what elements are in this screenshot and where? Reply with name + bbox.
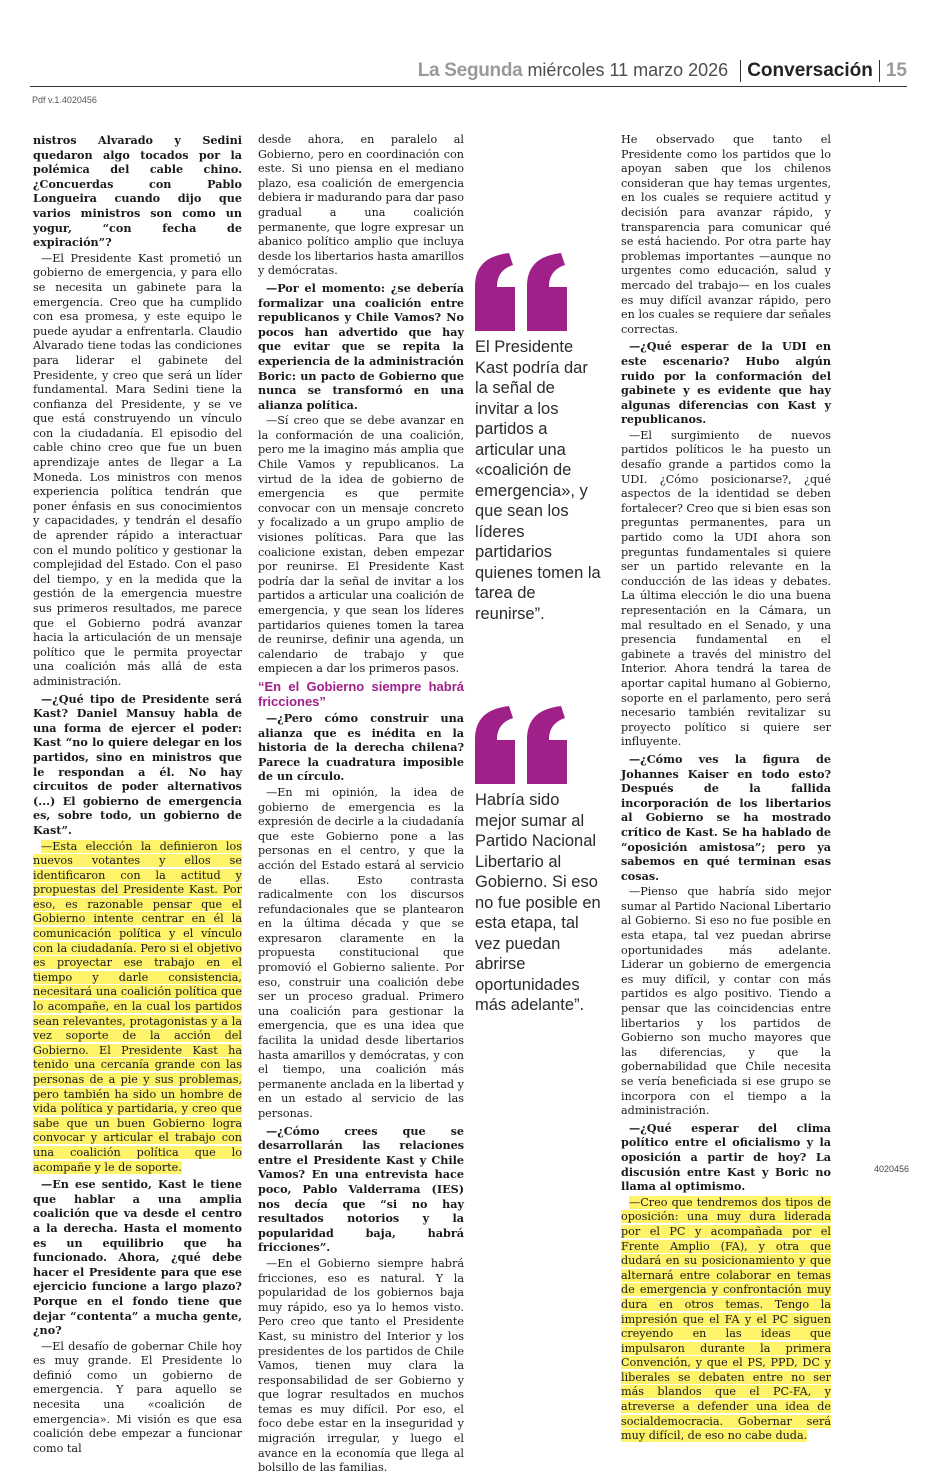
interview-question: —Por el momento: ¿se debería formalizar una coalición entre republicanos y Chile Vamos? No pocos han advertido que hay que evitar que se repita la experiencia de la administración Boric: un pacto de Gobierno que nunca se transformó en una alianza política. xyxy=(258,280,464,412)
section-name: Conversación xyxy=(747,60,873,81)
highlighted-text: —Creo que tendremos dos tipos de oposición: una muy dura liderada por el PC y acompañada por el Frente Amplio (FA), y otra que dudará en su posicionamiento y que alternará entre colaborar en temas de emergencia y confrontación muy dura en otros temas. Tengo la impresión que el FA y el PC siguen creyendo en las ideas que impulsaron durante la primera Convención, y que el PS, PPD, DC y liberales se debaten entre no ser más blandos que el PC-FA, y atreverse a defender una idea de socialdemocracia. Gobernar será muy difícil, de eso no cabe duda. xyxy=(621,1195,831,1443)
section-subhead: “En el Gobierno siempre habrá fricciones” xyxy=(258,678,464,709)
highlighted-text: —Esta elección la definieron los nuevos votantes y ellos se identificaron con la actitud y propuestas del Presidente Kast. Por eso, es razonable pensar que el Gobierno intente centrar en él la comunicación política y el vínculo con la ciudadanía. Pero si el objetivo es proyectar ese trabajo en el tiempo y darle consistencia, necesitará una coalición política que lo acompañe, en la cual los partidos sean relevantes, protagonistas y a la vez soporte de la acción del Gobierno. El Presidente Kast ha tenido una cercanía grande con las personas de a pie y sus problemas, pero también ha sido un hombre de vida política y partidaria, y creo que sabe que un buen Gobierno logra convocar y articular el trabajo con una coalición política que lo acompañe y le de soporte. xyxy=(33,839,242,1174)
header-divider xyxy=(879,60,880,82)
interview-answer: desde ahora, en paralelo al Gobierno, pero en coordinación con este. Si uno piensa en el mediano plazo, esa coalición de emergencia debiera ir madurando para dar paso gradual a una coalición permanente, que logre expresar un abanico político amplio que incluya desde los libertarios hasta amarillos y demócratas. xyxy=(258,133,464,278)
interview-answer: —En mi opinión, la idea de gobierno de emergencia es la expresión de decirle a la ciudadanía que este Gobierno pone a las personas en el centro, y que la acción del Estado estará al servicio de ellas. Esto contrasta radicalmente con los discursos refundacionales que se plantearon en la última década y que se expresaron claramente en la propuesta constitucional que promovió el Gobierno saliente. Por eso, construir una coalición debe ser un proceso gradual. Primero una coalición para gestionar la emergencia, que es una idea que facilita la unidad desde libertarios hasta amarillos y demócratas, y con el tiempo, una coalición más permanente anclada en la libertad y en un estado al servicio de las personas. xyxy=(258,785,464,1120)
interview-question: —¿Cómo ves la figura de Johannes Kaiser en todo esto? Después de la fallida incorporación de los libertarios al Gobierno se ha mostrado crítico de Kast. Se ha hablado de “oposición amistosa”; pero ya sabemos en qué terminan esas cosas. xyxy=(621,751,831,883)
header-bar xyxy=(418,60,907,82)
article-column-3 xyxy=(621,133,831,1446)
interview-answer: —El surgimiento de nuevos partidos políticos le ha puesto un desafío grande a partidos como la UDI. ¿Cómo posicionarse?, ¿qué aspectos de la identidad se deben fortalecer? Creo que si bien esas son preguntas permanentes, para un partido como la UDI ahora son preguntas fundamentales si quiere ser un partido relevante en la conducción de las ideas y debates. La última elección le dio una buena representación en la Cámara, un mal resultado en el Senado, y una presencia fundamental en el gabinete a través del ministro del Interior. Ahora tendrá la tarea de aportar capital humano al Gobierno, soporte en el parlamento, pero será necesario también revitalizar su proyecto político si quiere ser influyente. xyxy=(621,428,831,749)
interview-answer: —Pienso que habría sido mejor sumar al Partido Nacional Libertario al Gobierno. Si eso no fue posible en esta etapa, tal vez puedan abrirse oportunidades más adelante. Liderar un gobierno de emergencia es muy difícil, y contar con más partidos es algo positivo. Tiendo a pensar que las coincidencias entre libertarios y los partidos de Gobierno son mucho mayores que las diferencias, y que la gobernabilidad que Chile necesita se vería beneficiada si ese grupo se incorpora con el tiempo a la administración. xyxy=(621,885,831,1118)
pull-quote-text: El Presidente Kast podría dar la señal de invitar a los partidos a articular una «coalición de emergencia», y que sean los líderes partidarios quienes tomen la tarea de reunirse”. xyxy=(475,338,601,623)
interview-answer: —El desafío de gobernar Chile hoy es muy grande. El Presidente lo definió como un gobierno de emergencia. Y para aquello se necesita una «coalición de emergencia». Mi visión es que esa coalición debe empezar a funcionar como tal xyxy=(33,1339,242,1455)
interview-answer xyxy=(33,840,242,1176)
pull-quote xyxy=(475,253,603,624)
interview-question: —En ese sentido, Kast le tiene que hablar a una amplia coalición que va desde el centro a la derecha. Hasta el momento es un equilibrio que ha funcionado. Ahora, ¿qué debe hacer el Presidente para que ese ejercicio funcione a largo plazo? Porque en el fondo tiene que dejar “contenta” a mucha gente, ¿no? xyxy=(33,1177,242,1338)
interview-question: —¿Qué tipo de Presidente será Kast? Daniel Mansuy habla de una forma de ejercer el poder: Kast “no lo quiere delegar en los partidos, sino en ministros que le respondan a él. No hay circuitos de poder alternativos (...) El gobierno de emergencia es, sobre todo, un gobierno de Kast”. xyxy=(33,691,242,837)
interview-question: —¿Qué esperar de la UDI en este escenario? Hubo algún ruido por la conformación del gabinete y es evidente que hay algunas diferencias con Kast y republicanos. xyxy=(621,339,831,427)
interview-question: —¿Pero cómo construir una alianza que es inédita en la historia de la derecha chilena? Parece la cuadratura imposible de un círculo. xyxy=(258,710,464,784)
interview-answer: —Sí creo que se debe avanzar en la conformación de una coalición, pero me la imagino más amplia que Chile Vamos y republicanos. La virtud de la idea de gobierno de emergencia es que permite convocar con un mensaje concreto y focalizado a un grupo amplio de visiones políticas. Para que las coalicione existan, deben empezar por reunirse. El Presidente Kast podría dar la señal de invitar a los partidos a articular una coalición de emergencia, y que sean los líderes partidarios quienes tomen la tarea de reunirse, definir una agenda, un calendario de trabajo y que empiecen a dar los primeros pasos. xyxy=(258,414,464,676)
pull-quote-text: Habría sido mejor sumar al Partido Nacional Libertario al Gobierno. Si eso no fue posible en esta etapa, tal vez puedan abrirse oportunidades más adelante”. xyxy=(475,791,601,1014)
quote-marks-icon xyxy=(475,706,569,784)
page-header xyxy=(30,52,907,87)
pull-quote xyxy=(475,706,603,1016)
interview-answer: He observado que tanto el Presidente como los partidos que lo apoyan saben que los chilenos consideran que hay temas urgentes, en los cuales se requiere actitud y decisión para avanzar rápido, y transparencia para comunicar qué se está haciendo. Por otra parte hay problemas importantes —aunque no urgentes como educación, salud y mercado del trabajo— en los cuales es muy difícil avanzar rápido, pero en los cuales se requiere dar señales correctas. xyxy=(621,133,831,336)
interview-question: —¿Cómo crees que se desarrollarán las relaciones entre el Presidente Kast y Chile Vamos? En una entrevista hace poco, Pablo Valderrama (IES) nos decía que “si no hay resultados notorios y la popularidad baja, habrá fricciones”. xyxy=(258,1123,464,1255)
article-column-1 xyxy=(33,133,242,1458)
interview-answer xyxy=(621,1196,831,1444)
interview-answer: —En el Gobierno siempre habrá fricciones, eso es natural. Y la popularidad de los gobiernos baja muy rápido, eso ya lo hemos visto. Pero creo que tanto el Presidente Kast, su ministro del Interior y los presidentes de los partidos de Chile Vamos, tienen muy clara la responsabilidad de ser Gobierno y que lograr resultados en muchos temas es muy difícil. Por eso, el foco debe estar en la inseguridad y migración irregular, y luego el avance en la economía que llega al bolsillo de las familias. xyxy=(258,1256,464,1475)
interview-question: nistros Alvarado y Sedini quedaron algo tocados por la polémica del cable chino. ¿Concuerdas con Pablo Longueira cuando dijo que varios ministros son como un yogur, “con fecha de expiración”? xyxy=(33,133,242,250)
issue-date: miércoles 11 marzo 2026 xyxy=(527,60,729,80)
quote-marks-icon xyxy=(475,253,569,331)
page-number: 15 xyxy=(885,60,907,81)
publication-name: La Segunda xyxy=(417,60,523,81)
interview-answer: —El Presidente Kast prometió un gobierno de emergencia, y para ello se necesita un gabinete para la emergencia. Creo que ha cumplido con esa promesa, y este equipo le puede ayudar a enfrentarla. Claudio Alvarado tiene todas las condiciones para liderar el gabinete del Presidente, y creo que será un líder fundamental. Mara Sedini tiene la confianza del Presidente, y se ve que está construyendo un vínculo con la ciudadanía. El episodio del cable chino creo que fue un buen aprendizaje antes de llegar a La Moneda. Los ministros con menos experiencia política tendrán que poner énfasis en sus conocimientos y capacidades, y tendrán el desafío de aprender rápido a interactuar con el mundo político y gestionar la complejidad del Estado. Con el paso del tiempo, y en la medida que la gestión de la emergencia muestre sus primeros resultados, me parece que el Gobierno podrá avanzar hacia la articulación de un mensaje político que le permita proyectar una coalición más allá de esta administración. xyxy=(33,251,242,688)
pdf-version: Pdf v.1.4020456 xyxy=(32,95,97,105)
header-divider xyxy=(740,60,741,82)
footer-code: 4020456 xyxy=(873,1164,909,1174)
article-column-2 xyxy=(258,133,464,1478)
interview-question: —¿Qué esperar del clima político entre el oficialismo y la oposición a partir de hoy? La discusión entre Kast y Boric no llama al optimismo. xyxy=(621,1120,831,1194)
